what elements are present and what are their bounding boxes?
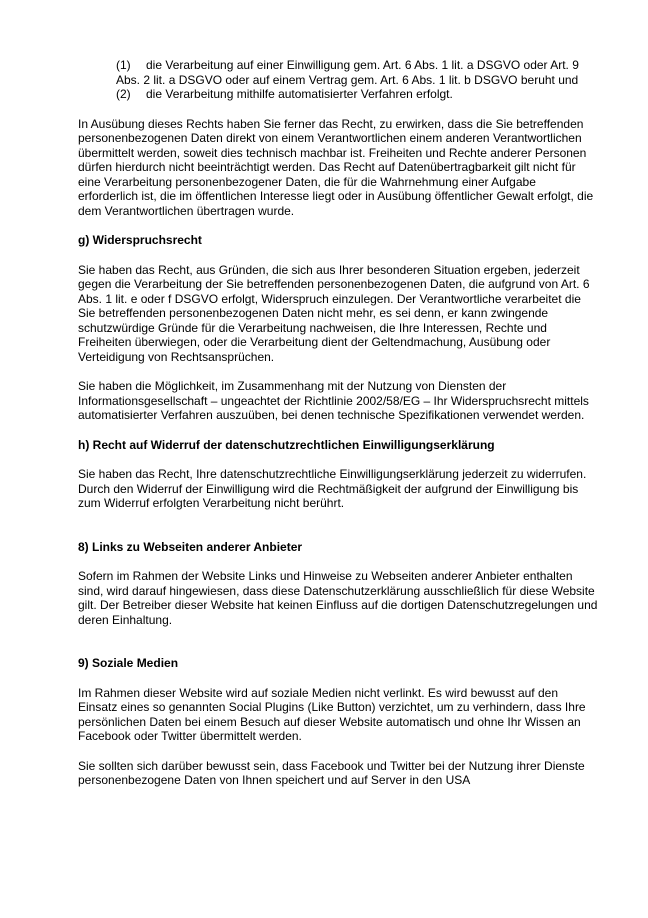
heading-soziale-medien: 9) Soziale Medien <box>78 656 179 670</box>
widerspruch-paragraph-2: Sie haben die Möglichkeit, im Zusammenhang mit der Nutzung von Diensten der Informationsgesellschaft – ungeachtet der Richtlinie 2002/58/EG – Ihr Widerspruchsrecht mittels automatisierter Verfahren auszuüben, bei denen technische Spezifikationen verwendet werden. <box>78 379 589 422</box>
list-item <box>116 87 598 102</box>
list-number: (2) <box>116 87 131 101</box>
list-text: die Verarbeitung mithilfe automatisierter Verfahren erfolgt. <box>146 87 453 101</box>
heading-widerspruchsrecht: g) Widerspruchsrecht <box>78 233 202 247</box>
conditions-list <box>116 58 598 102</box>
portability-paragraph: In Ausübung dieses Rechts haben Sie ferner das Recht, zu erwirken, dass die Sie betreffenden personenbezogenen Daten direkt von einem Verantwortlichen einem anderen Verantwortlichen übermittelt werden, soweit dies technisch machbar ist. Freiheiten und Rechte anderer Personen dürfen hierdurch nicht beeinträchtigt werden. Das Recht auf Datenübertragbarkeit gilt nicht für eine Verarbeitung personenbezogener Daten, die für die Wahrnehmung einer Aufgabe erforderlich ist, die im öffentlichen Interesse liegt oder in Ausübung öffentlicher Gewalt erfolgt, die dem Verantwortlichen übertragen wurde. <box>78 116 594 218</box>
section-gap <box>78 526 598 540</box>
links-paragraph: Sofern im Rahmen der Website Links und Hinweise zu Webseiten anderer Anbieter enthalten sind, wird darauf hingewiesen, dass diese Datenschutzerklärung ausschließlich für diese Website gilt. Der Betreiber dieser Website hat keinen Einfluss auf die dortigen Datenschutzregelungen und deren Einhaltung. <box>78 569 598 627</box>
list-text: die Verarbeitung auf einer Einwilligung gem. Art. 6 Abs. 1 lit. a DSGVO oder Art. 9 Abs. 2 lit. a DSGVO oder auf einem Vertrag gem. Art. 6 Abs. 1 lit. b DSGVO beruht und <box>116 58 579 87</box>
heading-links: 8) Links zu Webseiten anderer Anbieter <box>78 539 303 554</box>
list-item <box>116 58 598 87</box>
social-paragraph-1: Im Rahmen dieser Website wird auf soziale Medien nicht verlinkt. Es wird bewusst auf den Einsatz eines so genannten Social Plugins (Like Button) verzichtet, um zu verhindern, dass Ihre persönlichen Daten bei einem Besuch auf dieser Website automatisch und ohne Ihr Wissen an Facebook oder Twitter übermittelt werden. <box>78 685 586 743</box>
social-paragraph-2: Sie sollten sich darüber bewusst sein, dass Facebook und Twitter bei der Nutzung ihrer Dienste personenbezogene Daten von Ihnen speichert und auf Server in den USA <box>78 758 585 787</box>
section-gap <box>78 642 598 656</box>
heading-widerruf: h) Recht auf Widerruf der datenschutzrechtlichen Einwilligungserklärung <box>78 437 495 452</box>
widerruf-paragraph: Sie haben das Recht, Ihre datenschutzrechtliche Einwilligungserklärung jederzeit zu widerrufen. Durch den Widerruf der Einwilligung wird die Rechtmäßigkeit der aufgrund der Einwilligung bis zum Widerruf erfolgten Verarbeitung nicht berührt. <box>78 467 587 510</box>
list-number: (1) <box>116 58 131 72</box>
widerspruch-paragraph-1: Sie haben das Recht, aus Gründen, die sich aus Ihrer besonderen Situation ergeben, jederzeit gegen die Verarbeitung der Sie betreffenden personenbezogenen Daten, die aufgrund von Art. 6 Abs. 1 lit. e oder f DSGVO erfolgt, Widerspruch einzulegen. Der Verantwortliche verarbeitet die Sie betreffenden personenbezogenen Daten nicht mehr, es sei denn, er kann zwingende schutzwürdige Gründe für die Verarbeitung nachweisen, die Ihre Interessen, Rechte und Freiheiten überwiegen, oder die Verarbeitung dient der Geltendmachung, Ausübung oder Verteidigung von Rechtsansprüchen. <box>78 262 590 364</box>
